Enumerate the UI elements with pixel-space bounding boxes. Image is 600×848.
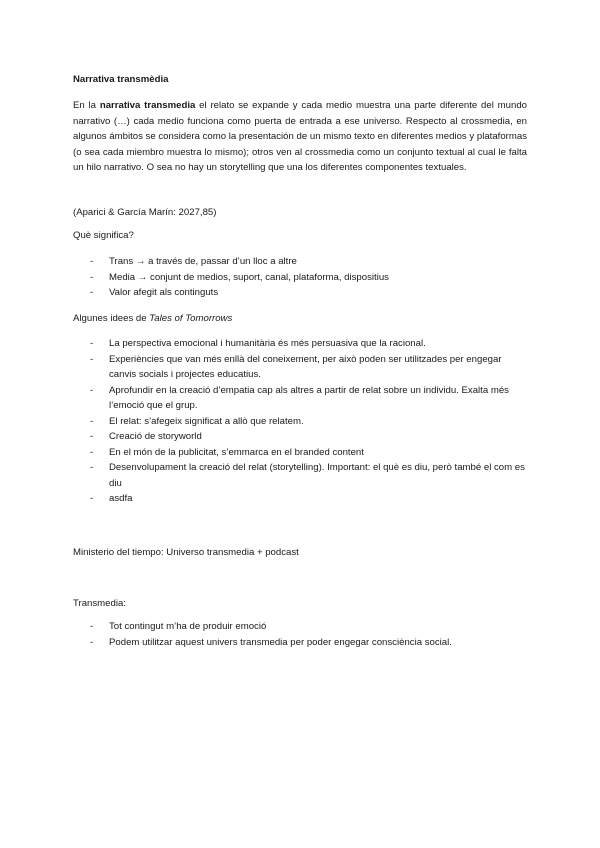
list-item	[73, 429, 527, 445]
idees-label-title: Tales of Tomorrows	[149, 313, 233, 324]
dash-bullet: -	[90, 338, 94, 349]
ministerio-line: Ministerio del tiempo: Universo transmedia + podcast	[73, 547, 299, 558]
list-item	[73, 254, 527, 270]
list-item	[73, 383, 527, 414]
list-item-text: En el món de la publicitat, s’emmarca en el branded content	[109, 446, 364, 458]
list-item	[73, 270, 527, 286]
document-heading: Narrativa transmèdia	[73, 74, 169, 85]
list-item-text: Trans → a través de, passar d’un lloc a altre	[109, 256, 297, 267]
idees-list	[73, 336, 527, 507]
list-item	[73, 336, 527, 352]
idees-label-text: Algunes idees de	[73, 313, 150, 324]
section-label-idees	[73, 311, 527, 327]
dash-bullet: -	[90, 462, 94, 473]
list-item-text: Media → conjunt de medios, suport, canal, plataforma, dispositius	[109, 271, 389, 283]
list-item-text: Desenvolupament la creació del relat (storytelling). Important: el què es diu, però també el com es diu	[109, 462, 525, 489]
list-item-text: Podem utilitzar aquest univers transmedia per poder engegar consciència social.	[109, 636, 452, 648]
list-item-text: Creació de storyworld	[109, 431, 202, 442]
list-item-text: Aprofundir en la creació d’empatia cap als altres a partir de relat sobre un individu. Exalta més l’emoció que el grup.	[109, 384, 509, 411]
dash-bullet: -	[90, 353, 94, 365]
list-item-text: Experiències que van més enllà del coneixement, per això poden ser utilitzades per engegar canvis socials i projectes educatius.	[109, 353, 502, 380]
dash-bullet: -	[90, 256, 94, 267]
list-item	[73, 285, 527, 301]
intro-text-start: En la	[73, 100, 100, 111]
dash-bullet: -	[90, 431, 94, 442]
intro-text-rest: el relato se expande y cada medio muestra una parte diferente del mundo narrativo (…) cada medio funciona como puerta de entrada a ese universo. Respecto al crossmedia, en algunos ámbitos se considera como la presentación de un mismo texto en diferentes medios y plataformas (o sea cada miembro muestra lo mismo); otros ven al crossmedia como un conjunto textual al cual le falta un hilo narrativo. O sea no hay un storytelling que una los diferentes componentes textuales.	[73, 100, 527, 173]
section-label-transmedia: Transmedia:	[73, 598, 126, 609]
dash-bullet: -	[90, 446, 94, 458]
list-item-text: Valor afegit als continguts	[109, 287, 219, 298]
que-significa-list	[73, 254, 527, 301]
list-item	[73, 445, 527, 461]
citation: (Aparici & García Marín: 2027,85)	[73, 207, 217, 218]
intro-bold-term: narrativa transmedia	[99, 100, 196, 111]
list-item-text: El relat: s’afegeix significat a allò que relatem.	[109, 415, 304, 427]
list-item	[73, 619, 527, 635]
list-item	[73, 491, 527, 507]
dash-bullet: -	[90, 287, 94, 298]
list-item	[73, 460, 527, 491]
transmedia-list	[73, 619, 527, 650]
intro-paragraph	[73, 98, 527, 176]
dash-bullet: -	[90, 493, 94, 504]
list-item-text: Tot contingut m’ha de produir emoció	[109, 621, 267, 632]
dash-bullet: -	[90, 384, 94, 396]
list-item-text: La perspectiva emocional i humanitària és més persuasiva que la racional.	[109, 338, 426, 349]
dash-bullet: -	[90, 621, 94, 632]
list-item	[73, 352, 527, 383]
dash-bullet: -	[90, 636, 94, 648]
list-item-text: asdfa	[109, 493, 133, 504]
list-item	[73, 635, 527, 651]
dash-bullet: -	[90, 415, 94, 427]
list-item	[73, 414, 527, 430]
section-label-que-significa: Què significa?	[73, 230, 134, 241]
dash-bullet: -	[90, 271, 94, 283]
